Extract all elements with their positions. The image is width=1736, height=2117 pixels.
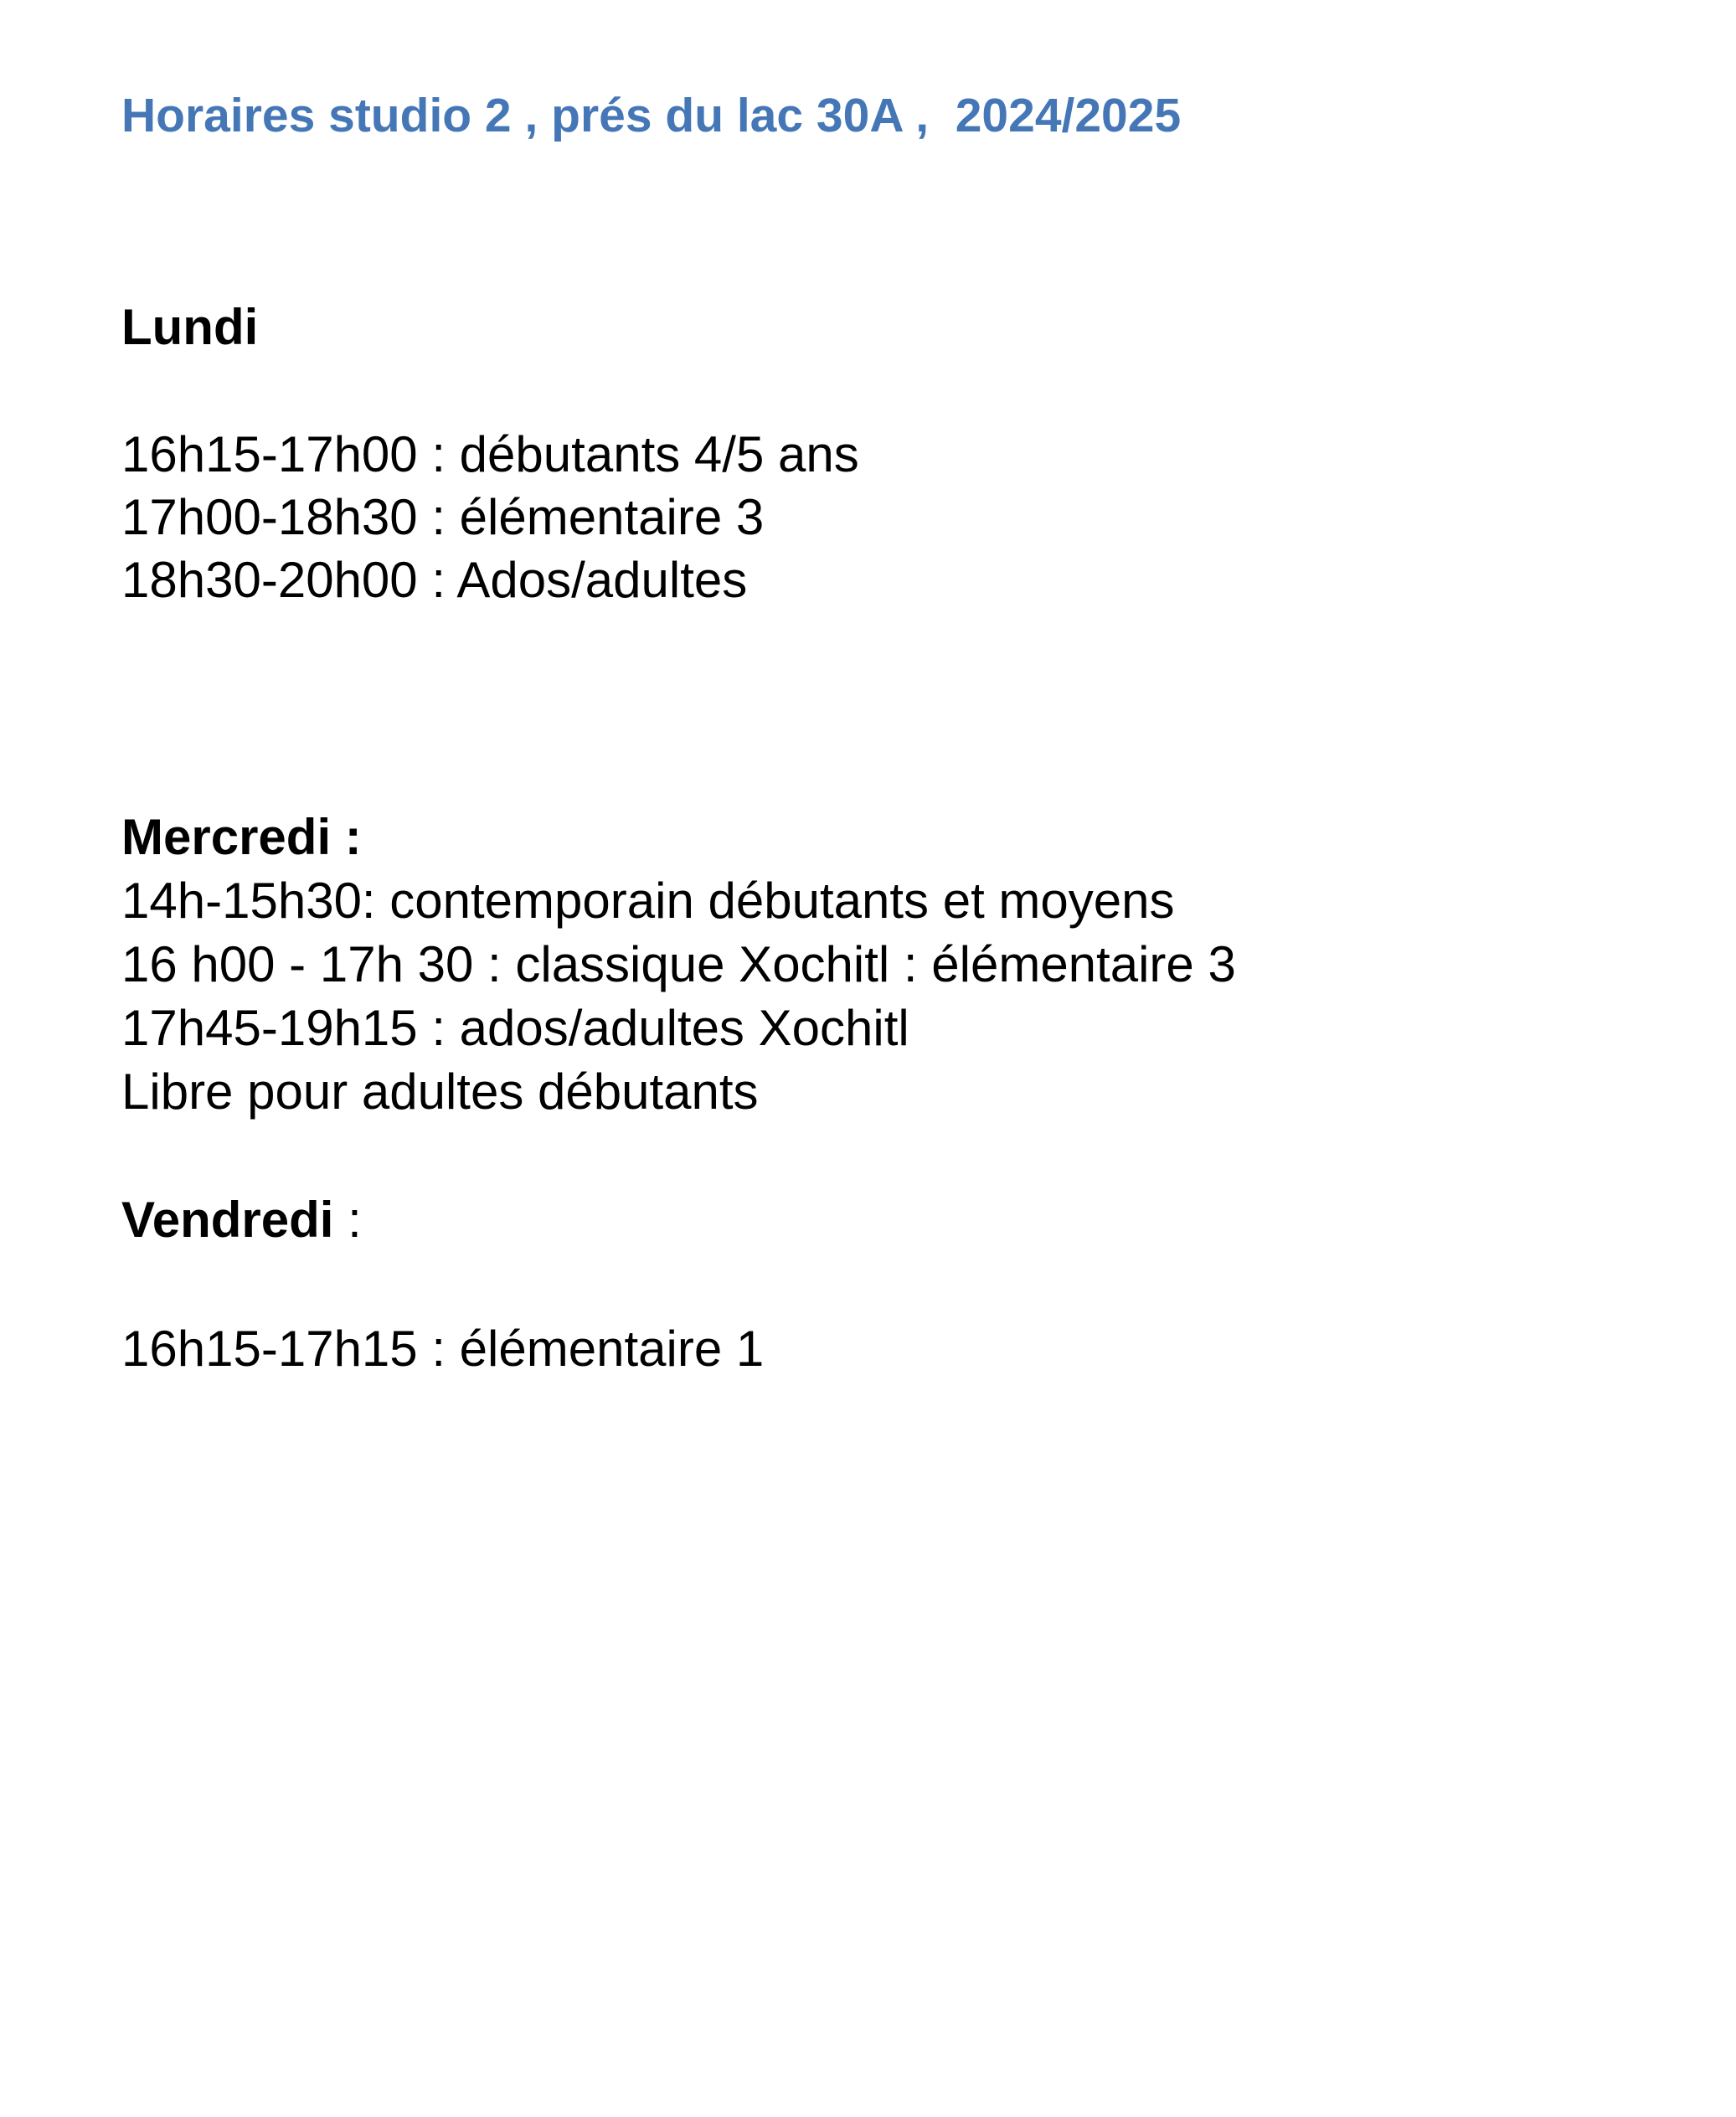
schedule-line: 18h30-20h00 : Ados/adultes — [121, 552, 748, 608]
day-heading-vendredi — [121, 1188, 362, 1251]
schedule-line: Libre pour adultes débutants — [121, 1064, 759, 1120]
day-heading-lundi — [121, 296, 258, 358]
schedule-line: 16 h00 - 17h 30 : classique Xochitl : élémentaire 3 — [121, 936, 1236, 992]
schedule-line: 17h45-19h15 : ados/adultes Xochitl — [121, 1000, 909, 1056]
schedule-line: 16h15-17h15 : élémentaire 1 — [121, 1321, 765, 1377]
schedule-line: 17h00-18h30 : élémentaire 3 — [121, 489, 765, 545]
day-name: Vendredi — [121, 1192, 334, 1248]
page-title: Horaires studio 2 , prés du lac 30A , 2024/2025 — [121, 89, 1182, 142]
day-heading-mercredi — [121, 806, 362, 868]
schedule-line: 14h-15h30: contemporain débutants et moyens — [121, 873, 1175, 929]
day-suffix: : — [333, 1192, 362, 1248]
day-name: Mercredi : — [121, 809, 362, 865]
schedule-line: 16h15-17h00 : débutants 4/5 ans — [121, 426, 859, 482]
day-name: Lundi — [121, 299, 259, 355]
